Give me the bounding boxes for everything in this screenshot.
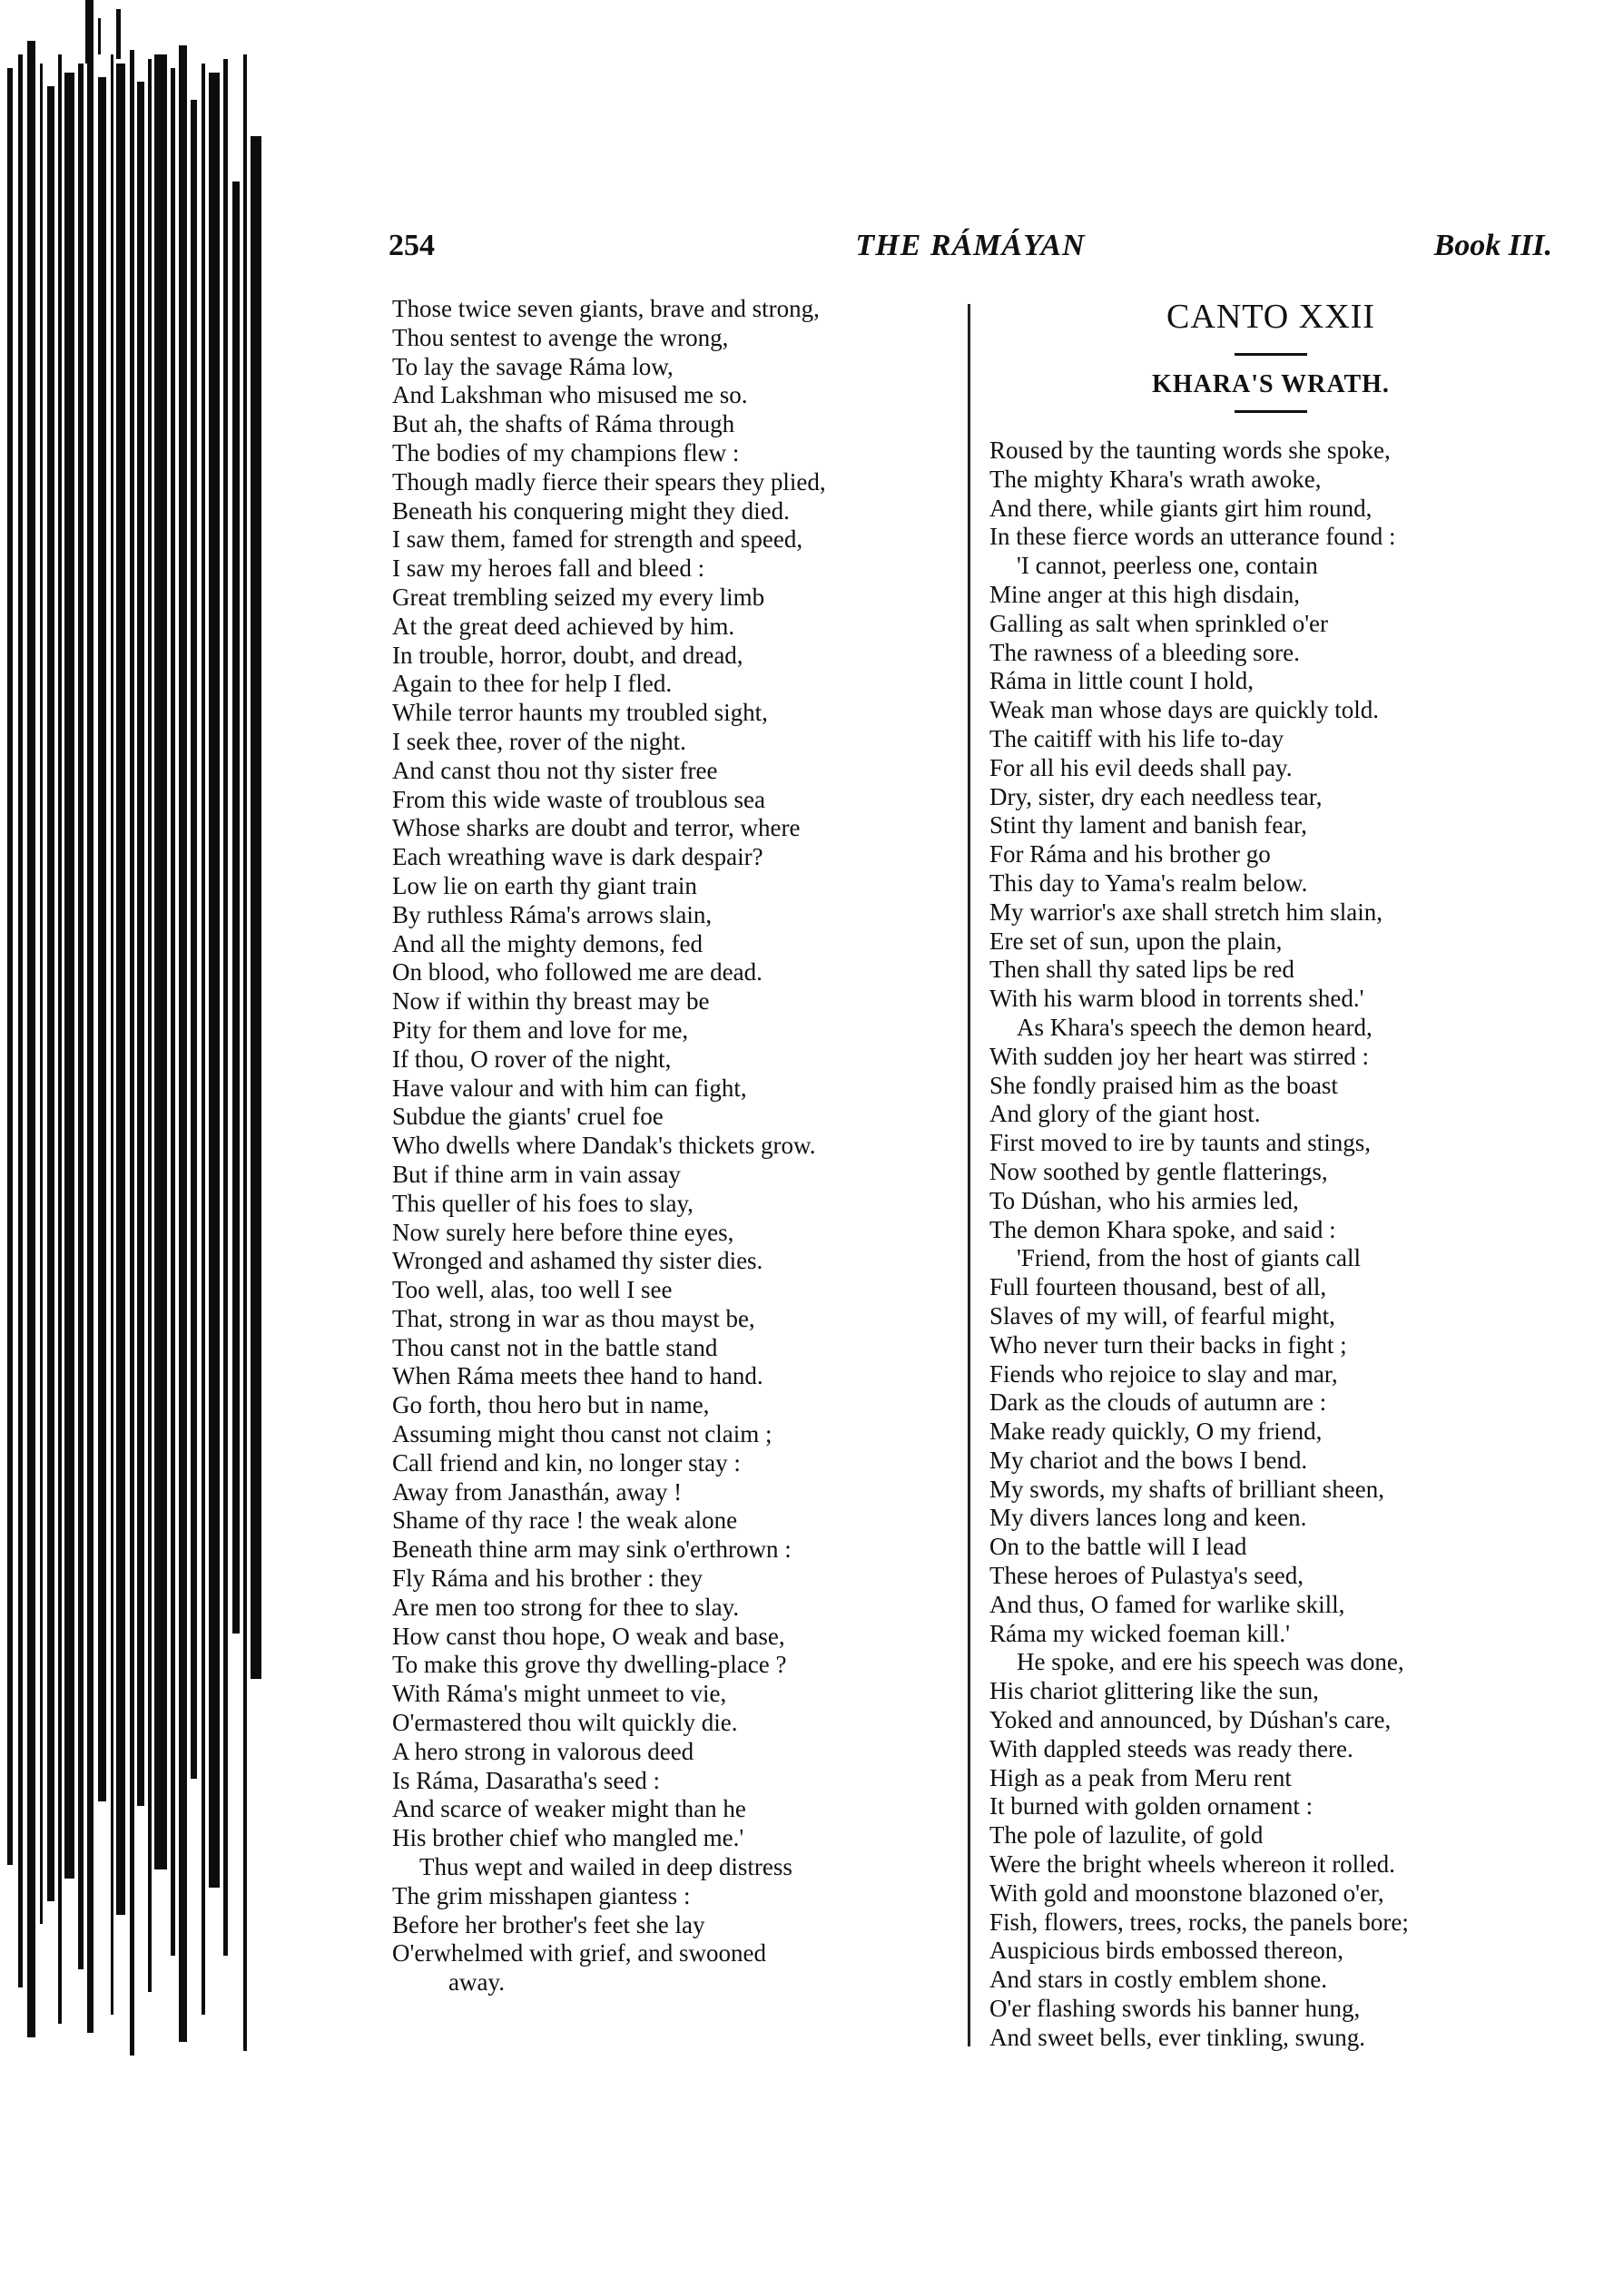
verse-line: Great trembling seized my every limb bbox=[392, 583, 765, 611]
verse-line: As Khara's speech the demon heard, bbox=[1017, 1013, 1373, 1041]
scan-artifact-stripe bbox=[85, 0, 93, 64]
verse-line: With gold and moonstone blazoned o'er, bbox=[989, 1879, 1384, 1907]
verse-line: With dappled steeds was ready there. bbox=[989, 1734, 1353, 1762]
verse-line: First moved to ire by taunts and stings, bbox=[989, 1129, 1371, 1157]
verse-line: Assuming might thou canst not claim ; bbox=[392, 1420, 772, 1448]
verse-line: Roused by the taunting words she spoke, bbox=[989, 437, 1391, 464]
page-number: 254 bbox=[389, 229, 435, 262]
verse-line: 'I cannot, peerless one, contain bbox=[1017, 552, 1318, 580]
verse-line: My swords, my shafts of brilliant sheen, bbox=[989, 1475, 1384, 1503]
verse-line: Ráma my wicked foeman kill.' bbox=[989, 1619, 1291, 1647]
scan-artifact-stripe bbox=[18, 54, 23, 1987]
verse-line: To make this grove thy dwelling-place ? bbox=[392, 1651, 787, 1679]
verse-line: And there, while giants girt him round, bbox=[989, 494, 1373, 522]
scan-artifact-stripe bbox=[171, 68, 175, 1956]
verse-line: Slaves of my will, of fearful might, bbox=[989, 1301, 1335, 1330]
verse-line: With his warm blood in torrents shed.' bbox=[989, 985, 1364, 1013]
scan-artifact-stripe bbox=[191, 100, 197, 1779]
scanned-book-binding-edge bbox=[0, 0, 272, 2296]
verse-line: O'erwhelmed with grief, and swooned bbox=[392, 1939, 767, 1967]
verse-line: His brother chief who mangled me.' bbox=[392, 1824, 744, 1852]
verse-line: Mine anger at this high disdain, bbox=[989, 580, 1300, 608]
scan-artifact-stripe bbox=[98, 18, 101, 54]
verse-line: And thus, O famed for warlike skill, bbox=[989, 1590, 1345, 1618]
verse-line: Low lie on earth thy giant train bbox=[392, 871, 697, 899]
left-column-verse bbox=[392, 295, 955, 1997]
scan-artifact-stripe bbox=[243, 54, 247, 2051]
scan-artifact-stripe bbox=[87, 36, 93, 2033]
verse-line: My divers lances long and keen. bbox=[989, 1504, 1307, 1532]
verse-line: In trouble, horror, doubt, and dread, bbox=[392, 641, 743, 669]
verse-line: A hero strong in valorous deed bbox=[392, 1737, 694, 1765]
verse-line: Dark as the clouds of autumn are : bbox=[989, 1388, 1327, 1417]
verse-line: And canst thou not thy sister free bbox=[392, 756, 718, 784]
verse-line: With Ráma's might unmeet to vie, bbox=[392, 1680, 727, 1708]
verse-line: Galling as salt when sprinkled o'er bbox=[989, 609, 1329, 637]
verse-line: From this wide waste of troublous sea bbox=[392, 785, 765, 813]
verse-line: Is Ráma, Dasaratha's seed : bbox=[392, 1766, 661, 1794]
verse-line: Auspicious birds embossed thereon, bbox=[989, 1937, 1343, 1965]
verse-line: Beneath thine arm may sink o'erthrown : bbox=[392, 1536, 792, 1564]
scan-artifact-stripe bbox=[148, 59, 152, 1992]
verse-line: Fiends who rejoice to slay and mar, bbox=[989, 1359, 1338, 1388]
scan-artifact-stripe bbox=[154, 54, 167, 1869]
verse-line: The mighty Khara's wrath awoke, bbox=[989, 465, 1322, 493]
verse-line: Fly Ráma and his brother : they bbox=[392, 1565, 703, 1593]
verse-line: On blood, who followed me are dead. bbox=[392, 958, 763, 986]
verse-line: Wronged and ashamed thy sister dies. bbox=[392, 1247, 763, 1275]
scan-artifact-stripe bbox=[130, 50, 134, 2056]
verse-line: High as a peak from Meru rent bbox=[989, 1763, 1292, 1791]
scan-artifact-stripe bbox=[251, 136, 261, 1679]
verse-line: This day to Yama's realm below. bbox=[989, 868, 1308, 897]
verse-line: Though madly fierce their spears they plied, bbox=[392, 467, 826, 496]
verse-line: But if thine arm in vain assay bbox=[392, 1160, 681, 1188]
scan-artifact-stripe bbox=[27, 41, 35, 2037]
book-label: Book III. bbox=[1433, 229, 1552, 262]
verse-line: Pity for them and love for me, bbox=[392, 1016, 689, 1044]
verse-line: These heroes of Pulastya's seed, bbox=[989, 1562, 1304, 1590]
verse-line: If thou, O rover of the night, bbox=[392, 1045, 672, 1073]
verse-line: O'er flashing swords his banner hung, bbox=[989, 1995, 1361, 2023]
verse-line: Now surely here before thine eyes, bbox=[392, 1218, 734, 1246]
scan-artifact-stripe bbox=[64, 73, 74, 1879]
verse-line: The demon Khara spoke, and said : bbox=[989, 1215, 1336, 1243]
verse-line: The caitiff with his life to-day bbox=[989, 724, 1284, 752]
canto-subtitle: KHARA'S WRATH. bbox=[1152, 370, 1390, 398]
verse-line: Again to thee for help I fled. bbox=[392, 670, 673, 698]
verse-line: Full fourteen thousand, best of all, bbox=[989, 1273, 1327, 1301]
verse-line: While terror haunts my troubled sight, bbox=[392, 699, 768, 727]
scan-artifact-stripe bbox=[232, 182, 240, 1634]
verse-line: How canst thou hope, O weak and base, bbox=[392, 1622, 785, 1650]
verse-line: Fish, flowers, trees, rocks, the panels bore; bbox=[989, 1908, 1409, 1936]
verse-line: To Dúshan, who his armies led, bbox=[989, 1186, 1299, 1214]
verse-line: And glory of the giant host. bbox=[989, 1100, 1261, 1128]
verse-line: And Lakshman who misused me so. bbox=[392, 381, 748, 409]
verse-line: Beneath his conquering might they died. bbox=[392, 496, 790, 525]
verse-line: Stint thy lament and banish fear, bbox=[989, 811, 1307, 839]
verse-line: Were the bright wheels whereon it rolled. bbox=[989, 1850, 1395, 1879]
scan-artifact-stripe bbox=[47, 86, 54, 1901]
verse-line: away. bbox=[448, 1968, 505, 1997]
verse-line: Ráma in little count I hold, bbox=[989, 667, 1254, 695]
verse-line: I saw them, famed for strength and speed, bbox=[392, 525, 803, 554]
scan-artifact-stripe bbox=[179, 45, 187, 2042]
scan-artifact-stripe bbox=[223, 59, 228, 1956]
verse-line: That, strong in war as thou mayst be, bbox=[392, 1304, 755, 1332]
verse-line: Dry, sister, dry each needless tear, bbox=[989, 782, 1323, 810]
verse-line: Weak man whose days are quickly told. bbox=[989, 696, 1379, 724]
verse-line: Those twice seven giants, brave and strong, bbox=[392, 295, 820, 322]
verse-line: And scarce of weaker might than he bbox=[392, 1795, 746, 1823]
scan-artifact-stripe bbox=[116, 64, 125, 1915]
verse-line: And stars in costly emblem shone. bbox=[989, 1966, 1327, 1994]
verse-line: Now soothed by gentle flatterings, bbox=[989, 1157, 1328, 1185]
verse-line: The rawness of a bleeding sore. bbox=[989, 638, 1300, 666]
scan-artifact-stripe bbox=[7, 68, 13, 1865]
verse-line: Call friend and kin, no longer stay : bbox=[392, 1448, 741, 1477]
verse-line: On to the battle will I lead bbox=[989, 1533, 1247, 1561]
title-rule-top bbox=[1235, 353, 1307, 356]
verse-line: Thou sentest to avenge the wrong, bbox=[392, 323, 729, 351]
scan-artifact-stripe bbox=[209, 73, 220, 1888]
verse-line: I saw my heroes fall and bleed : bbox=[392, 554, 705, 583]
verse-line: In these fierce words an utterance found : bbox=[989, 523, 1396, 551]
verse-line: Shame of thy race ! the weak alone bbox=[392, 1506, 738, 1535]
scan-artifact-stripe bbox=[40, 64, 43, 1924]
verse-line: Go forth, thou hero but in name, bbox=[392, 1391, 710, 1419]
verse-line: Before her brother's feet she lay bbox=[392, 1910, 705, 1938]
verse-line: The bodies of my champions flew : bbox=[392, 438, 740, 466]
scan-artifact-stripe bbox=[58, 54, 62, 2024]
verse-line: But ah, the shafts of Ráma through bbox=[392, 410, 735, 438]
verse-line: The pole of lazulite, of gold bbox=[989, 1821, 1264, 1850]
verse-line: For Ráma and his brother go bbox=[989, 840, 1271, 868]
verse-line: By ruthless Ráma's arrows slain, bbox=[392, 900, 713, 928]
verse-line: Away from Janasthán, away ! bbox=[392, 1477, 683, 1506]
verse-line: At the great deed achieved by him. bbox=[392, 612, 735, 640]
verse-line: My chariot and the bows I bend. bbox=[989, 1446, 1308, 1474]
verse-line: Have valour and with him can fight, bbox=[392, 1074, 747, 1102]
verse-line: When Ráma meets thee hand to hand. bbox=[392, 1362, 763, 1390]
verse-line: The grim misshapen giantess : bbox=[392, 1881, 691, 1909]
scan-artifact-stripe bbox=[78, 64, 84, 1969]
verse-line: With sudden joy her heart was stirred : bbox=[989, 1042, 1370, 1070]
verse-line: Yoked and announced, by Dúshan's care, bbox=[989, 1706, 1392, 1734]
verse-line: Thus wept and wailed in deep distress bbox=[419, 1853, 792, 1881]
scan-artifact-stripe bbox=[98, 77, 106, 1801]
verse-line: Now if within thy breast may be bbox=[392, 987, 710, 1016]
verse-line: Make ready quickly, O my friend, bbox=[989, 1418, 1323, 1446]
verse-line: Who never turn their backs in fight ; bbox=[989, 1330, 1347, 1359]
verse-line: My warrior's axe shall stretch him slain, bbox=[989, 898, 1383, 926]
verse-line: Ere set of sun, upon the plain, bbox=[989, 927, 1283, 955]
verse-line: This queller of his foes to slay, bbox=[392, 1189, 694, 1217]
column-divider bbox=[968, 304, 970, 2046]
verse-line: Who dwells where Dandak's thickets grow. bbox=[392, 1132, 816, 1160]
verse-line: And all the mighty demons, fed bbox=[392, 929, 703, 957]
verse-line: Each wreathing wave is dark despair? bbox=[392, 843, 763, 871]
canto-title: CANTO XXII bbox=[1166, 298, 1375, 336]
page-header bbox=[389, 229, 1552, 274]
verse-line: Whose sharks are doubt and terror, where bbox=[392, 814, 801, 842]
verse-line: His chariot glittering like the sun, bbox=[989, 1677, 1319, 1705]
verse-line: He spoke, and ere his speech was done, bbox=[1017, 1648, 1404, 1676]
verse-line: 'Friend, from the host of giants call bbox=[1017, 1244, 1362, 1272]
title-rule-bottom bbox=[1235, 410, 1307, 413]
scan-artifact-stripe bbox=[202, 64, 205, 2015]
verse-line: To lay the savage Ráma low, bbox=[392, 352, 674, 380]
verse-line: Subdue the giants' cruel foe bbox=[392, 1103, 664, 1131]
scan-artifact-stripe bbox=[137, 82, 144, 1806]
verse-line: O'ermastered thou wilt quickly die. bbox=[392, 1709, 738, 1737]
scan-artifact-stripe bbox=[116, 9, 121, 59]
verse-line: Then shall thy sated lips be red bbox=[989, 956, 1294, 984]
verse-line: It burned with golden ornament : bbox=[989, 1792, 1314, 1820]
verse-line: I seek thee, rover of the night. bbox=[392, 727, 686, 755]
running-title: THE RÁMÁYAN bbox=[855, 229, 1086, 262]
verse-line: She fondly praised him as the boast bbox=[989, 1071, 1338, 1099]
right-column-verse bbox=[989, 437, 1552, 2053]
verse-line: Thou canst not in the battle stand bbox=[392, 1333, 718, 1361]
scan-artifact-stripe bbox=[111, 54, 113, 2015]
verse-line: Are men too strong for thee to slay. bbox=[392, 1593, 740, 1621]
verse-line: Too well, alas, too well I see bbox=[392, 1276, 673, 1304]
verse-line: And sweet bells, ever tinkling, swung. bbox=[989, 2023, 1365, 2051]
verse-line: For all his evil deeds shall pay. bbox=[989, 753, 1293, 781]
right-column bbox=[989, 295, 1552, 2053]
